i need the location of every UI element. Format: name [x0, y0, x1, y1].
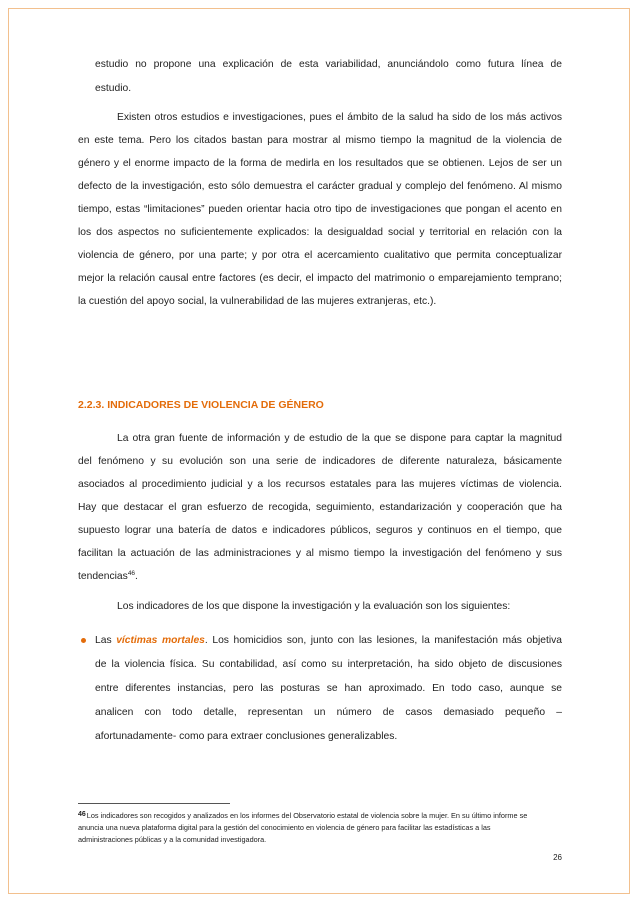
footnote-number: 46	[78, 811, 86, 818]
text-line: la cuestión del apoyo social, la vulnerabilidad de las mujeres extranjeras, etc.).	[78, 296, 437, 307]
text-run: tendencias	[78, 571, 128, 582]
paragraph	[78, 106, 562, 313]
text-line	[95, 629, 562, 653]
paragraph	[78, 595, 562, 618]
text-line: los dos aspectos no suficientemente explicados: la desigualdad social y territorial en relación con la	[78, 227, 562, 238]
footnote-text: Los indicadores son recogidos y analizados en los informes del Observatorio estatal de violencia sobre la mujer. En su último informe se	[86, 811, 528, 820]
text-line: tiempo, estas “limitaciones” pueden orientar hacia otro tipo de investigaciones que pongan el acento en	[78, 204, 562, 215]
text-line: género y el enorme impacto de la forma de medirla en los resultados que se obtienen. Lejos de ser un	[78, 158, 562, 169]
paragraph	[78, 427, 562, 588]
text-run: .	[135, 571, 138, 582]
text-line: analicen con todo detalle, representan un número de casos demasiado pequeño –	[95, 707, 562, 718]
text-line: de la violencia física. Su contabilidad, así como su interpretación, ha sido objeto de discusiones	[95, 659, 562, 670]
section-heading: 2.2.3. INDICADORES DE VIOLENCIA DE GÉNERO	[78, 399, 324, 411]
footnote-line: administraciones públicas y a la comunidad investigadora.	[78, 835, 267, 844]
text-line: supuesto lograr una batería de datos e indicadores públicos, seguros y continuos en el tiempo, que	[78, 525, 562, 536]
footnote	[78, 810, 562, 846]
footnote-line: anuncia una nueva plataforma digital para la gestión del conocimiento en violencia de género para facilitar las estadísticas a las	[78, 823, 491, 832]
text-run: Las	[95, 635, 117, 646]
bullet-dot-icon	[81, 638, 86, 643]
footnote-reference: 46	[127, 570, 136, 577]
text-line: La otra gran fuente de información y de estudio de la que se dispone para captar la magnitud	[117, 433, 562, 444]
text-line: Los indicadores de los que dispone la investigación y la evaluación son los siguientes:	[117, 601, 511, 612]
footnote-line	[78, 810, 562, 822]
text-line: mejor la relación causal entre factores (es decir, el impacto del matrimonio o emparejamiento temprano;	[78, 273, 562, 284]
page-number: 26	[553, 853, 562, 862]
text-line: entre diferentes instancias, pero las posturas se han aproximado. En todo caso, aunque se	[95, 683, 562, 694]
highlighted-term: víctimas mortales	[116, 635, 205, 646]
text-line: Hay que destacar el gran esfuerzo de recogida, seguimiento, estandarización y cooperación que ha	[78, 502, 562, 513]
bullet-item	[95, 629, 562, 749]
text-line: estudio.	[95, 83, 132, 94]
text-line: afortunadamente- como para extraer conclusiones generalizables.	[95, 731, 398, 742]
continuation-paragraph	[95, 53, 562, 101]
text-line: del fenómeno y su evolución son una serie de indicadores de diferente naturaleza, básicamente	[78, 456, 562, 467]
text-line: violencia de género, por una parte; y por otra el acercamiento cualitativo que permita conceptualizar	[78, 250, 562, 261]
text-line: estudio no propone una explicación de esta variabilidad, anunciándolo como futura línea de	[95, 59, 562, 70]
text-run: . Los homicidios son, junto con las lesiones, la manifestación más objetiva	[204, 635, 563, 646]
text-line: facilitan la actuación de las administraciones y al mismo tiempo la investigación del fenómeno y sus	[78, 548, 562, 559]
text-line: Existen otros estudios e investigaciones, pues el ámbito de la salud ha sido de los más activos	[117, 112, 562, 123]
text-line	[78, 565, 562, 588]
text-line: en este tema. Pero los citados bastan para mostrar al mismo tiempo la magnitud de la violencia de	[78, 135, 562, 146]
text-line: asociados al procedimiento judicial y a los recursos estatales para las mujeres víctimas de violencia.	[78, 479, 562, 490]
footnote-separator	[78, 803, 230, 804]
text-line: defecto de la investigación, esto sólo demuestra el carácter gradual y complejo del fenómeno. Al mismo	[78, 181, 562, 192]
